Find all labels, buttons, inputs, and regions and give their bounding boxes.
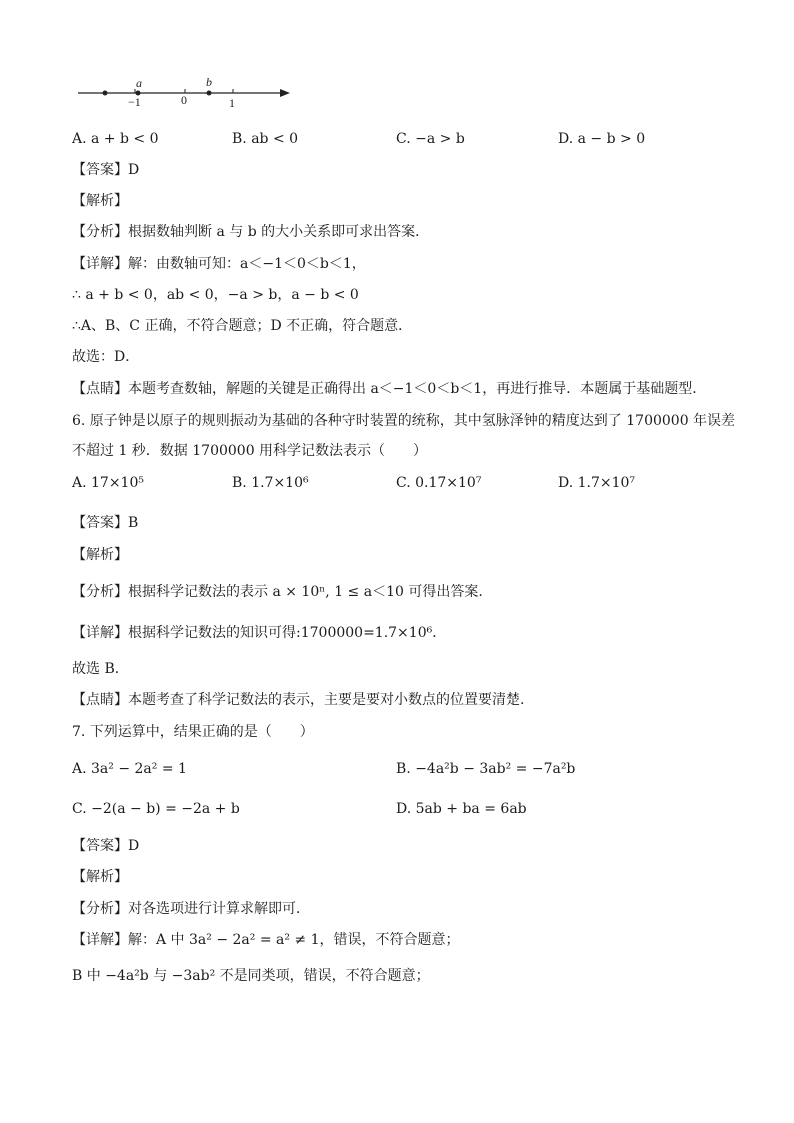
q5-xiangjie: 【详解】解：由数轴可知：a＜−1＜0＜b＜1， (72, 256, 366, 272)
q7-jiexi-heading: 【解析】 (72, 869, 128, 885)
q5-answer: 【答案】D (72, 162, 140, 178)
q6-option-a: A. 17×10⁵ (72, 475, 144, 491)
q7-option-b: B. −4a²b − 3ab² = −7a²b (396, 761, 576, 777)
q5-fenxi: 【分析】根据数轴判断 a 与 b 的大小关系即可求出答案． (72, 224, 430, 240)
q5-therefore-1: ∴ a + b < 0，ab < 0，−a > b，a − b < 0 (72, 287, 359, 303)
q7-xiangjie: 【详解】解：A 中 3a² − 2a² = a² ≠ 1，错误，不符合题意； (72, 932, 460, 948)
q6-xiangjie: 【详解】根据科学记数法的知识可得:1700000=1.7×10⁶． (72, 625, 447, 641)
label-a: a (136, 76, 142, 90)
q6-option-b: B. 1.7×10⁶ (232, 475, 309, 491)
q6-dianjing: 【点睛】本题考查了科学记数法的表示，主要是要对小数点的位置要清楚. (72, 692, 525, 708)
q5-jiexi-heading: 【解析】 (72, 193, 128, 209)
q6-guxuan: 故选 B． (72, 661, 129, 677)
q5-option-b: B. ab < 0 (232, 131, 299, 147)
point-left-end (103, 91, 108, 96)
point-b (207, 91, 212, 96)
q5-option-a: A. a + b < 0 (72, 131, 159, 147)
label-0: 0 (181, 93, 187, 107)
q7-option-d: D. 5ab + ba = 6ab (396, 801, 527, 817)
q5-option-c: C. −a > b (396, 131, 465, 147)
q5-dianjing: 【点睛】本题考查数轴，解题的关键是正确得出 a＜−1＜0＜b＜1，再进行推导．本题属于基础题型． (72, 381, 707, 397)
q6-option-c: C. 0.17×10⁷ (396, 475, 482, 491)
q6-jiexi-heading: 【解析】 (72, 547, 128, 563)
q6-answer: 【答案】B (72, 515, 139, 531)
q6-stem-line-1: 6. 原子钟是以原子的规则振动为基础的各种守时装置的统称，其中氢脉泽钟的精度达到了 1700000 年误差 (72, 413, 736, 429)
q6-fenxi: 【分析】根据科学记数法的表示 a × 10ⁿ, 1 ≤ a＜10 可得出答案. (72, 584, 483, 600)
q5-guxuan: 故选：D． (72, 349, 140, 365)
label-neg1: −1 (128, 95, 141, 109)
q5-option-d: D. a − b > 0 (558, 131, 646, 147)
number-line-figure (78, 72, 298, 112)
label-b: b (206, 75, 212, 89)
q6-stem-line-2: 不超过 1 秒．数据 1700000 用科学记数法表示（ ） (72, 443, 428, 459)
q7-answer: 【答案】D (72, 838, 140, 854)
q7-fenxi: 【分析】对各选项进行计算求解即可． (72, 901, 310, 917)
number-line-arrow (280, 89, 290, 97)
q7-option-a: A. 3a² − 2a² = 1 (72, 761, 187, 777)
q5-therefore-2: ∴A、B、C 正确，不符合题意；D 不正确，符合题意． (72, 318, 413, 334)
label-1: 1 (229, 96, 235, 110)
q6-option-d: D. 1.7×10⁷ (558, 475, 636, 491)
q7-stem: 7. 下列运算中，结果正确的是（ ） (72, 724, 314, 740)
q7-line-b: B 中 −4a²b 与 −3ab² 不是同类项，错误，不符合题意； (72, 968, 430, 984)
q7-option-c: C. −2(a − b) = −2a + b (72, 801, 240, 817)
